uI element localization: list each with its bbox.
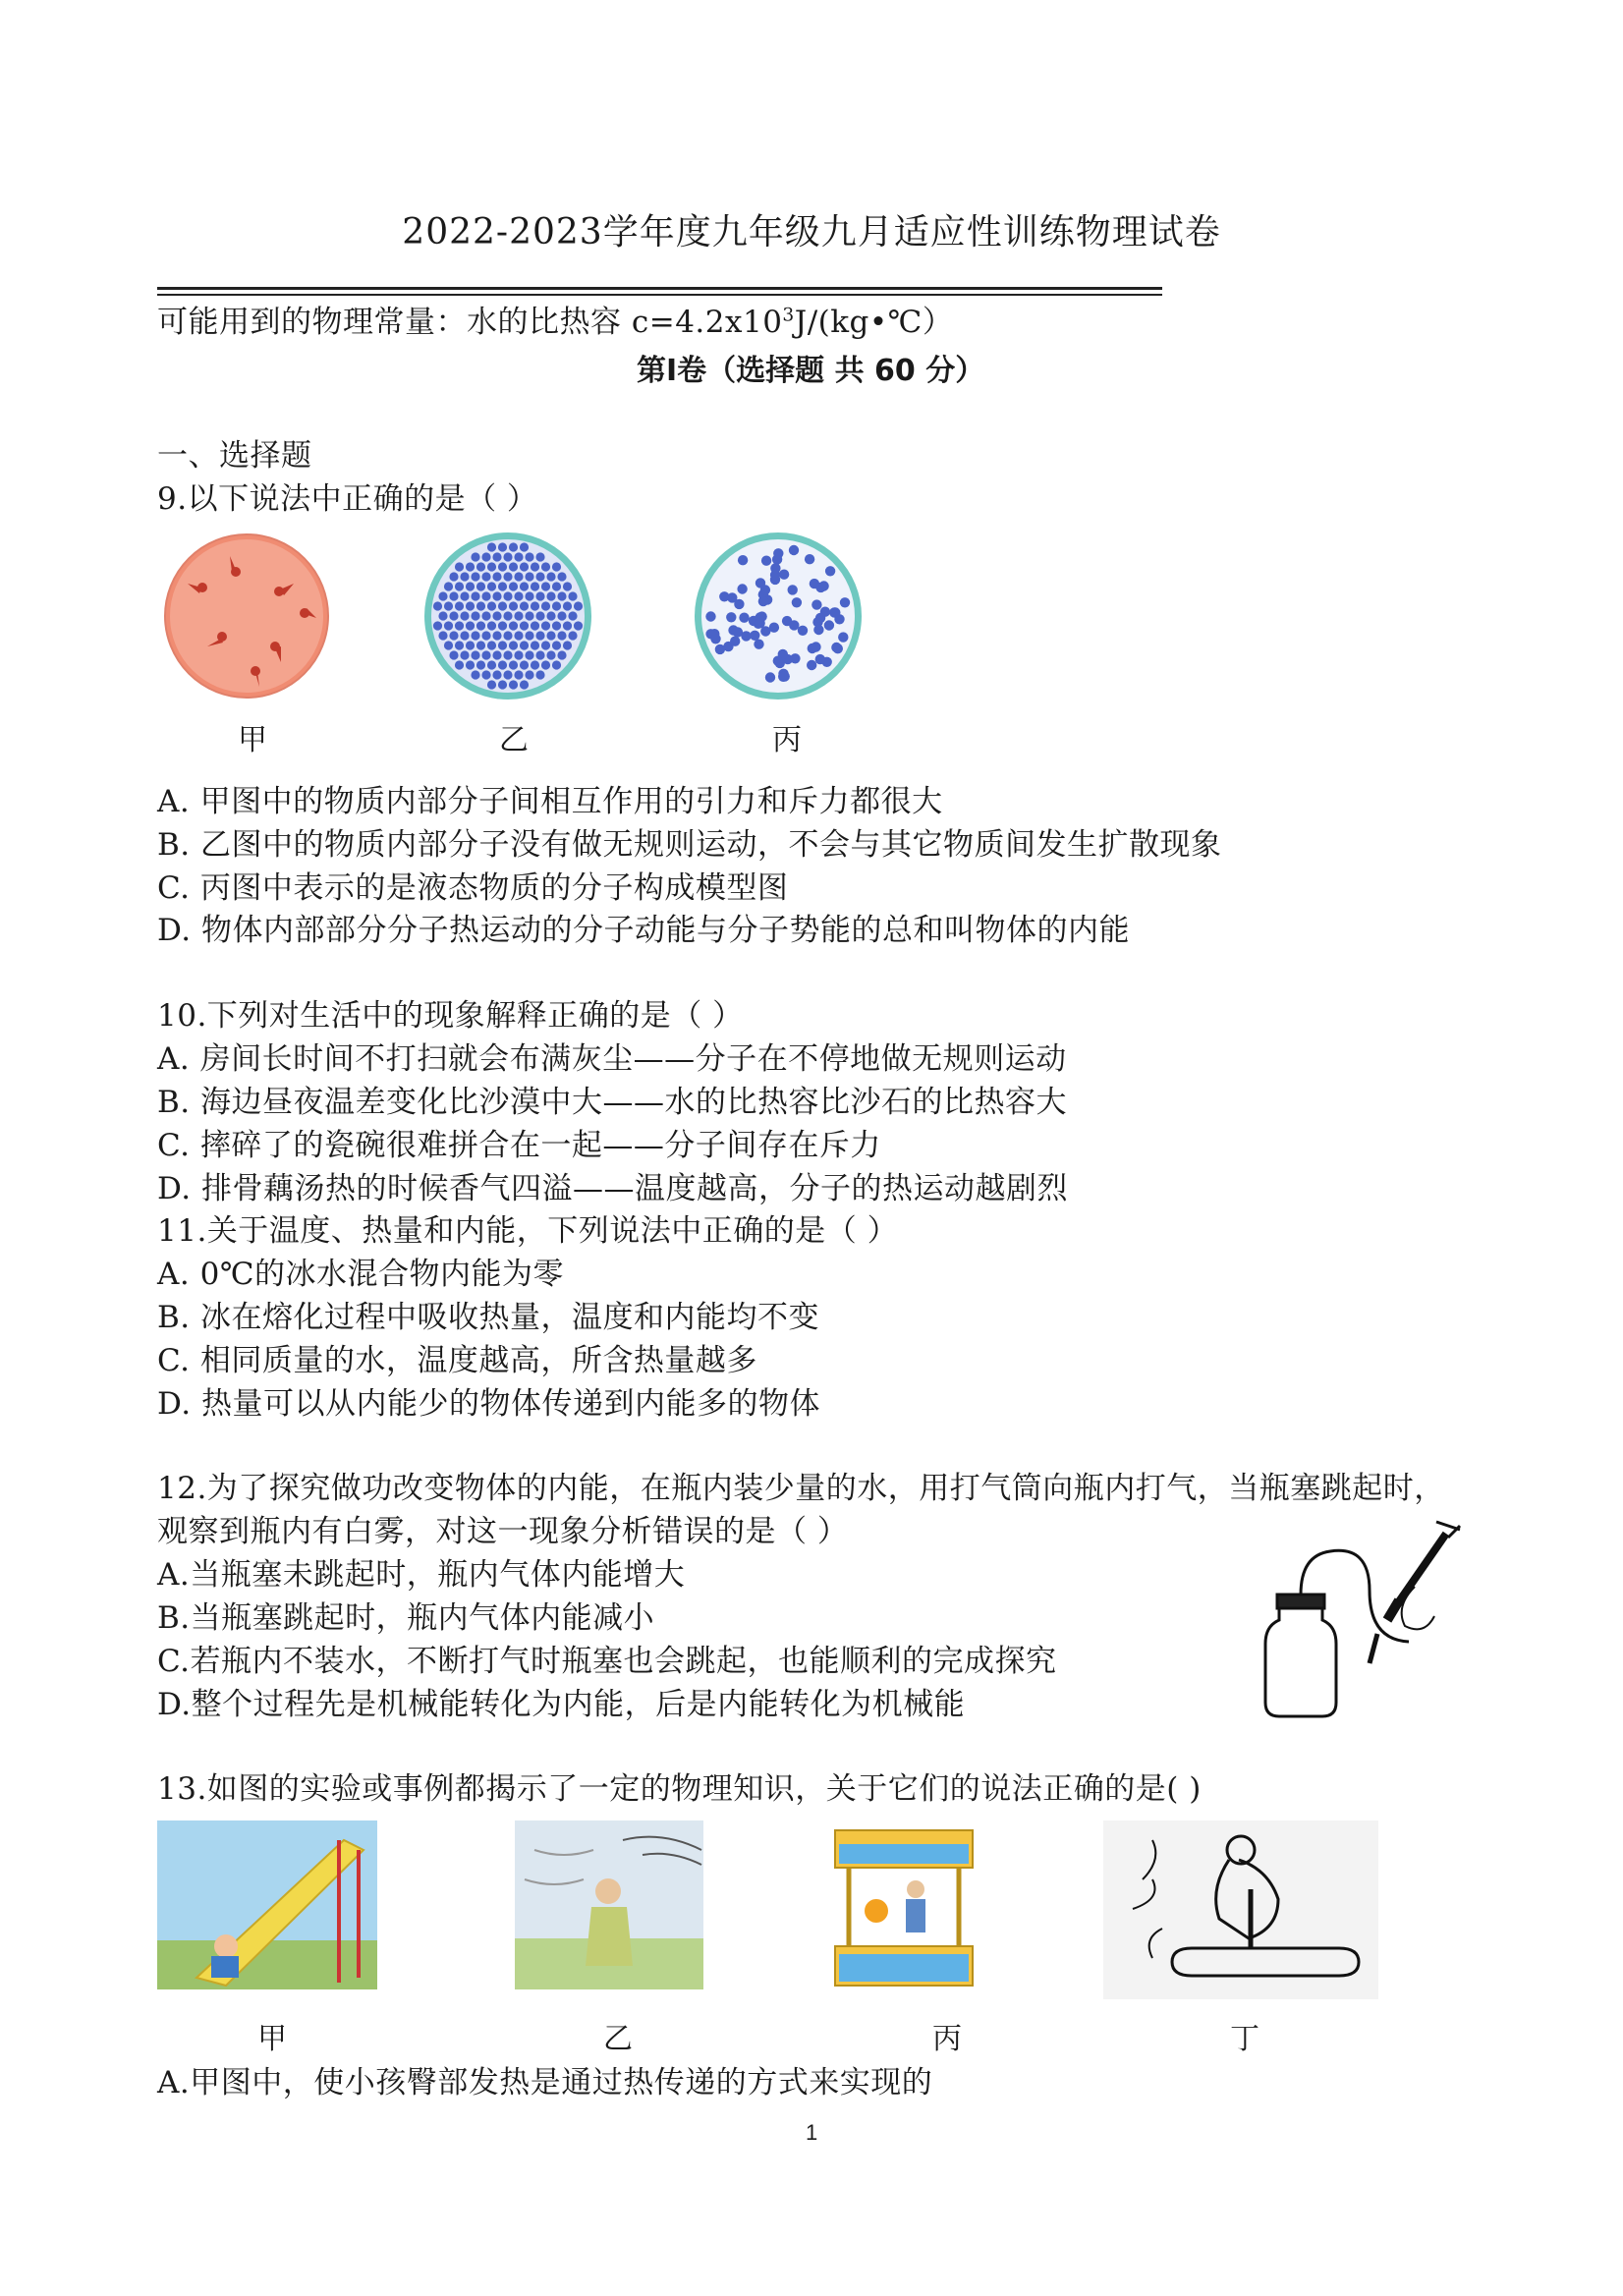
q11-stem: 11.关于温度、热量和内能，下列说法中正确的是（ ） [157, 1213, 899, 1249]
slide-figure [157, 1820, 377, 1989]
q13-caption-bing: 丙 [932, 2022, 962, 2056]
exam-title: 2022-2023学年度九年级九月适应性训练物理试卷 [402, 212, 1221, 252]
q9-option-a: A. 甲图中的物质内部分子间相互作用的引力和斥力都很大 [157, 784, 943, 819]
q13-caption-yi: 乙 [603, 2022, 633, 2056]
q9-caption-yi: 乙 [499, 723, 529, 757]
q10-stem: 10.下列对生活中的现象解释正确的是（ ） [157, 998, 744, 1034]
bottle-pump-figure [1240, 1518, 1476, 1734]
title-rule-top [157, 287, 1162, 290]
q12-stem-line1: 12.为了探究做功改变物体的内能，在瓶内装少量的水，用打气筒向瓶内打气，当瓶塞跳起时， [157, 1471, 1445, 1506]
physical-constant-line: 可能用到的物理常量：水的比热容 $c=4.2x10^3J/(kg•℃)$ [157, 305, 954, 340]
q10-option-d: D. 排骨藕汤热的时候香气四溢——温度越高，分子的热运动越剧烈 [157, 1171, 1068, 1206]
volume-heading: 第Ⅰ卷（选择题 共 60 分） [637, 354, 985, 388]
q11-option-b: B. 冰在熔化过程中吸收热量，温度和内能均不变 [157, 1300, 819, 1335]
q11-option-c: C. 相同质量的水，温度越高，所含热量越多 [157, 1343, 757, 1378]
q12-option-b: B.当瓶塞跳起时，瓶内气体内能减小 [157, 1600, 655, 1636]
q12-option-c: C.若瓶内不装水，不断打气时瓶塞也会跳起，也能顺利的完成探究 [157, 1644, 1057, 1679]
water-tank-figure [825, 1820, 982, 1997]
q12-option-a: A.当瓶塞未跳起时，瓶内气体内能增大 [157, 1557, 686, 1593]
q10-option-c: C. 摔碎了的瓷碗很难拼合在一起——分子间存在斥力 [157, 1128, 881, 1163]
q13-caption-ding: 丁 [1230, 2022, 1259, 2056]
q12-option-d: D.整个过程先是机械能转化为内能，后是内能转化为机械能 [157, 1687, 966, 1722]
q11-option-d: D. 热量可以从内能少的物体传递到内能多的物体 [157, 1386, 820, 1422]
q13-stem: 13.如图的实验或事例都揭示了一定的物理知识，关于它们的说法正确的是( ) [157, 1771, 1202, 1807]
q10-option-b: B. 海边昼夜温差变化比沙漠中大——水的比热容比沙石的比热容大 [157, 1085, 1067, 1120]
q9-option-c: C. 丙图中表示的是液态物质的分子构成模型图 [157, 870, 789, 906]
q12-stem-line2: 观察到瓶内有白雾，对这一现象分析错误的是（ ） [157, 1514, 849, 1549]
title-rule-bottom [157, 294, 1162, 296]
fire-drill-figure [1103, 1820, 1378, 1999]
q9-option-d: D. 物体内部部分分子热运动的分子动能与分子势能的总和叫物体的内能 [157, 913, 1130, 948]
q13-caption-jia: 甲 [257, 2022, 287, 2056]
q9-molecule-figures [157, 531, 884, 707]
q9-caption-jia: 甲 [238, 723, 267, 757]
q11-option-a: A. 0℃的冰水混合物内能为零 [157, 1257, 564, 1292]
q13-option-a: A.甲图中，使小孩臀部发热是通过热传递的方式来实现的 [157, 2065, 933, 2100]
q9-stem: 9.以下说法中正确的是（ ） [157, 481, 538, 517]
section-heading: 一、选择题 [157, 438, 312, 474]
q9-caption-bing: 丙 [772, 723, 802, 757]
liquid-model-figure [695, 532, 862, 700]
q9-option-b: B. 乙图中的物质内部分子没有做无规则运动，不会与其它物质间发生扩散现象 [157, 827, 1222, 863]
page-number: 1 [806, 2120, 818, 2145]
cold-wind-figure [515, 1820, 703, 1989]
gas-model-figure [165, 534, 328, 698]
q10-option-a: A. 房间长时间不打扫就会布满灰尘——分子在不停地做无规则运动 [157, 1041, 1067, 1077]
solid-model-figure [424, 532, 591, 700]
